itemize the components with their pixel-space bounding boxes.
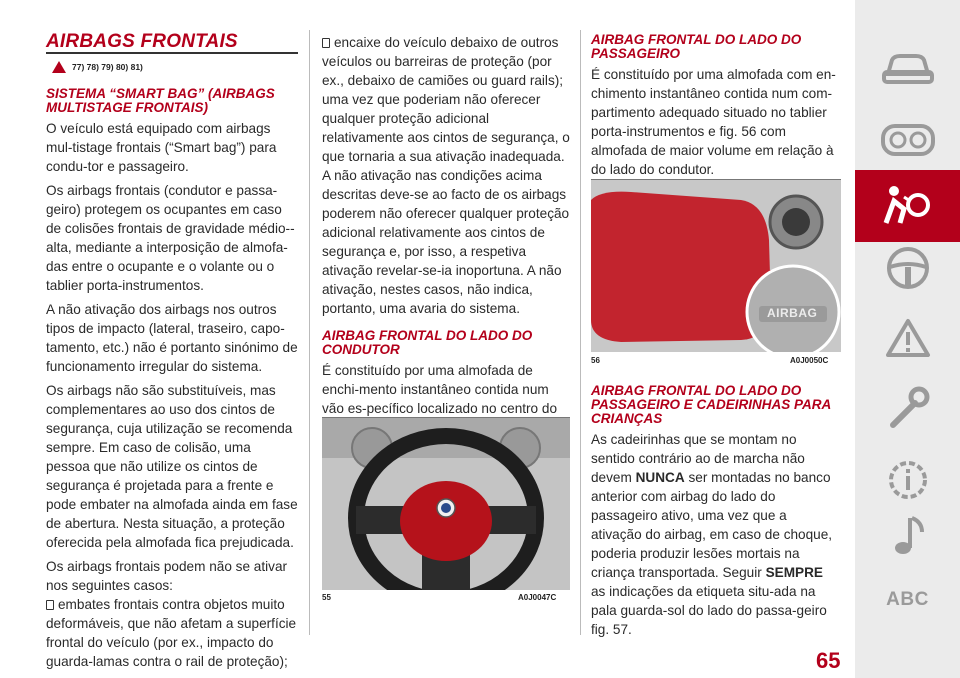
- bullet-item: [46, 595, 298, 671]
- bullet-icon: [322, 38, 330, 48]
- paragraph: É constituído por uma almofada com en-chimento instantâneo contida num com-partimento adequado situado no tablier porta-instrumentos e fig. 56 com almofada de maior volume em relação à do lado do condutor.: [591, 67, 836, 177]
- paragraph: [591, 430, 841, 639]
- bullet-icon: [46, 600, 54, 610]
- bullet-item: [322, 33, 570, 90]
- paragraph-text: as indicações da etiqueta situ-ada na pala guarda-sol do lado do passa-geiro fig. 57.: [591, 584, 827, 637]
- figure-code: A0J0047C: [518, 593, 557, 602]
- page-title: AIRBAGS FRONTAIS: [46, 31, 238, 52]
- sidebar-item-dashboard[interactable]: [855, 104, 960, 176]
- passenger-airbag-illustration: [591, 180, 841, 352]
- paragraph: A não ativação dos airbags nos outros tipos de impacto (lateral, traseiro, capo-tamento, etc.) não é portanto sinónimo de funcionamento irregular do sistema.: [46, 302, 298, 374]
- car-icon: [880, 48, 936, 88]
- column-3: [591, 33, 841, 179]
- section-heading-passenger-airbag: AIRBAG FRONTAL DO LADO DO PASSAGEIRO: [591, 32, 802, 61]
- figure-number: 56: [591, 356, 600, 365]
- column-1: [46, 87, 298, 671]
- bullet-text: encaixe do veículo debaixo de outros veículos ou barreiras de proteção (por ex., debaixo de camiões ou guard rails);: [322, 35, 564, 88]
- column-divider: [309, 30, 310, 635]
- figure-number: 55: [322, 593, 331, 602]
- figure-56-passenger-airbag: [591, 179, 841, 352]
- section-heading-driver-airbag: AIRBAG FRONTAL DO LADO DO CONDUTOR: [322, 328, 533, 357]
- sidebar-item-multimedia[interactable]: [855, 500, 960, 572]
- sidebar-item-emergency[interactable]: [855, 302, 960, 374]
- warning-triangle-icon: [52, 61, 66, 73]
- page-number: 65: [816, 648, 841, 673]
- paragraph: É constituído por uma almofada de enchi-mento instantâneo contida num vão es-pecífico localizado no centro do: [322, 363, 558, 416]
- column-3-lower: [591, 384, 841, 639]
- sidebar-item-index[interactable]: [855, 564, 960, 636]
- info-gear-icon: [885, 457, 931, 503]
- chapter-sidebar: [855, 0, 960, 678]
- column-2: [322, 33, 570, 437]
- title-underline: [46, 52, 298, 54]
- figure-55-steering-wheel: [322, 417, 570, 590]
- section-heading-smart-bag: SISTEMA “SMART BAG” (AIRBAGS MULTISTAGE FRONTAIS): [46, 86, 275, 115]
- abc-index-label: ABC: [886, 589, 929, 610]
- dashboard-gauges-icon: [880, 123, 936, 157]
- paragraph: O veículo está equipado com airbags mul-tistage frontais (“Smart bag”) para condu-tor e passageiro.: [46, 121, 277, 174]
- airbag-person-icon: [880, 183, 936, 229]
- music-note-icon: [888, 512, 928, 560]
- sidebar-item-maintenance[interactable]: [855, 372, 960, 444]
- paragraph: Os airbags frontais podem não se ativar nos seguintes casos:: [46, 559, 288, 593]
- section-heading-child-seats: AIRBAG FRONTAL DO LADO DO PASSAGEIRO E CADEIRINHAS PARA CRIANÇAS: [591, 383, 831, 426]
- column-divider: [580, 30, 581, 635]
- paragraph: Os airbags não são substituíveis, mas complementares ao uso dos cintos de segurança, cuja utilização se recomenda sempre. Em caso de colisão, uma pessoa que não utilize os cintos de segurança é projetada para a frente e pode embater na almofada ainda em fase de abertura. Nesta situação, a proteção oferecida pela almofada fica prejudicada.: [46, 383, 298, 550]
- bullet-text: embates frontais contra objetos muito deformáveis, que não afetam a superfície frontal do veículo (por ex., impacto do guarda-lamas contra o rail de proteção);: [46, 597, 297, 669]
- wrench-icon: [885, 385, 931, 431]
- steering-wheel-icon: [885, 245, 931, 291]
- warning-refs-text: 77) 78) 79) 80) 81): [72, 62, 143, 72]
- figure-code: A0J0050C: [790, 356, 829, 365]
- paragraph: Os airbags frontais (condutor e passa-geiro) protegem os ocupantes em caso de colisões frontais de gravidade médio--alta, mediante a interposição de almofa-das entre o ocupante e o volante ou o tablier porta-instrumentos.: [46, 183, 295, 293]
- emphasis-nunca: NUNCA: [635, 470, 685, 485]
- warning-references: [52, 61, 143, 73]
- warning-triangle-icon: [885, 317, 931, 359]
- emphasis-sempre: SEMPRE: [765, 565, 823, 580]
- paragraph-text: As cadeirinhas que se montam no sentido contrário ao de marcha não devem: [591, 432, 805, 485]
- paragraph: uma vez que poderiam não oferecer qualquer proteção adicional relativamente aos cintos de segurança, o que tornaria a sua ativação inadequada. A não ativação nas condições acima descritas deve-se ao facto de os airbags poderem não oferecer qualquer proteção adicional relativamente aos cintos de segurança e, por isso, a respetiva ativação revelar-se-ia inoportuna. A não ativação, nestes casos, não indica, portanto, uma avaria do sistema.: [322, 92, 570, 316]
- steering-wheel-illustration: [322, 418, 570, 590]
- sidebar-item-driving[interactable]: [855, 232, 960, 304]
- sidebar-item-car[interactable]: [855, 32, 960, 104]
- paragraph-text: ser montadas no banco anterior com airbag do lado do passageiro ativo, uma vez que a ativação do airbag, em caso de choque, poderia produzir lesões mortais na criança transportada. Seguir: [591, 470, 833, 580]
- airbag-label: AIRBAG: [767, 306, 818, 320]
